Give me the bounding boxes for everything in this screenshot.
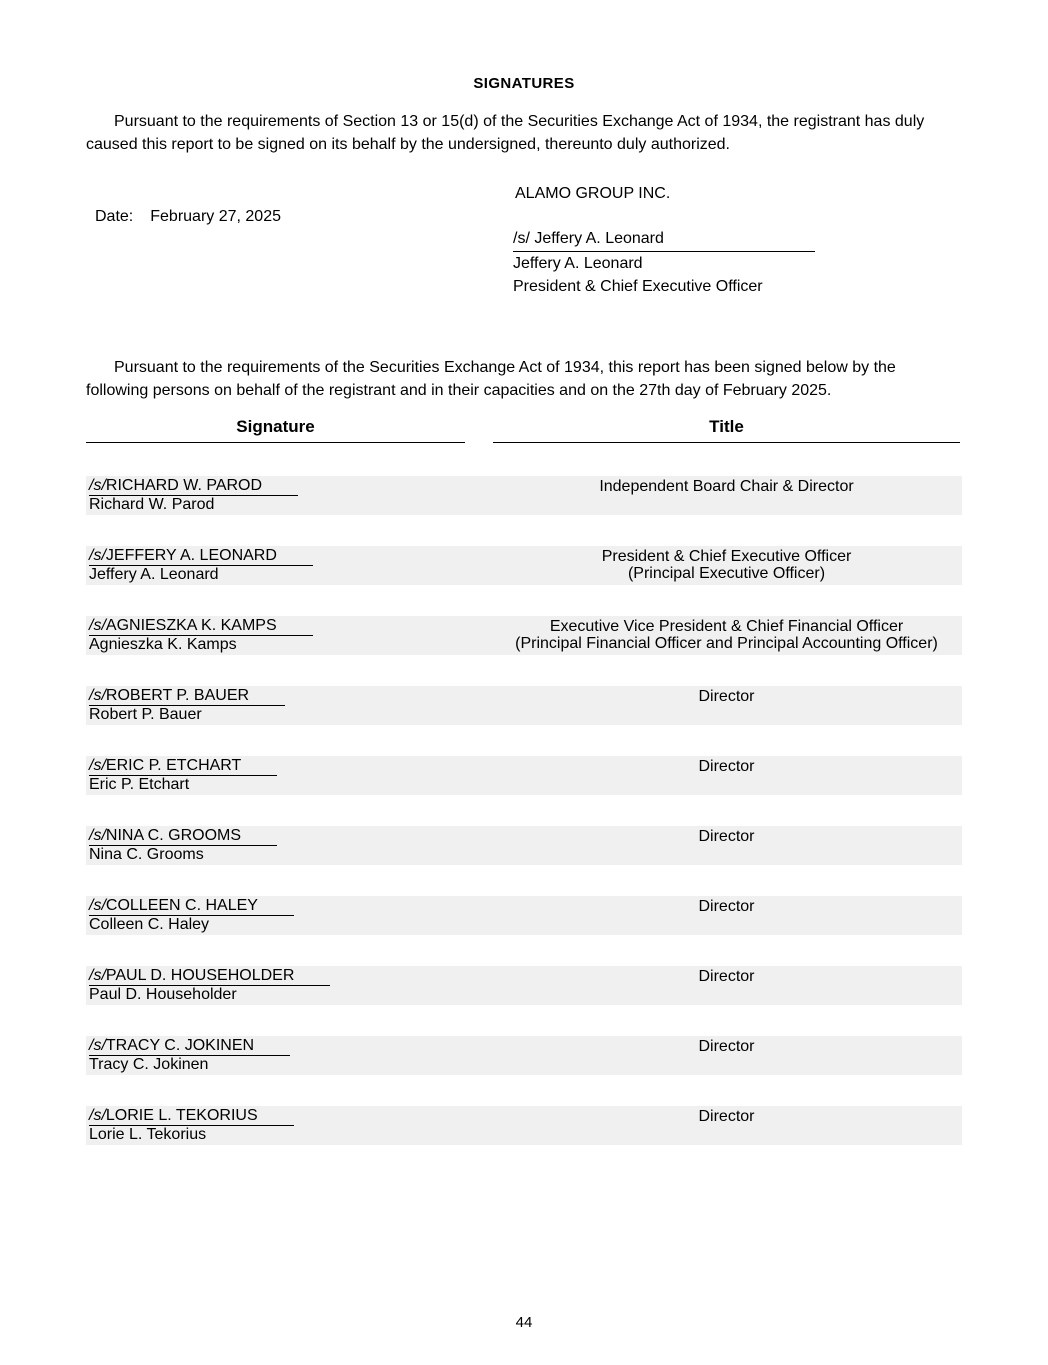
table-row	[86, 826, 962, 865]
intro-paragraph: Pursuant to the requirements of Section 13 or 15(d) of the Securities Exchange Act of 1934, the registrant has duly caused this report to be signed on its behalf by the undersigned, thereunto duly authorized.	[86, 113, 925, 153]
column-gap	[465, 1037, 493, 1074]
signature-cell	[86, 477, 465, 514]
title-line-1: Director	[698, 1108, 755, 1125]
printed-name: Paul D. Householder	[89, 986, 237, 1003]
signature-cell	[86, 547, 465, 584]
column-gap	[465, 1107, 493, 1144]
title-cell	[493, 1107, 960, 1144]
signature-cell	[86, 687, 465, 724]
title-line-2: (Principal Financial Officer and Principal Accounting Officer)	[515, 635, 938, 652]
signature-cell	[86, 1037, 465, 1074]
printed-name: Tracy C. Jokinen	[89, 1056, 209, 1073]
signature-text: AGNIESZKA K. KAMPS	[105, 617, 277, 634]
signature-line	[89, 897, 294, 916]
signature-line	[89, 1037, 290, 1056]
s-prefix: /s/	[89, 547, 106, 564]
ceo-printed-name: Jeffery A. Leonard	[513, 255, 643, 272]
table-row	[86, 616, 962, 655]
table-row	[86, 756, 962, 795]
title-line-1: Executive Vice President & Chief Financial Officer	[549, 618, 904, 635]
signature-line	[89, 1107, 294, 1126]
signature-line	[89, 757, 277, 776]
printed-name: Colleen C. Haley	[89, 916, 210, 933]
column-gap	[465, 477, 493, 514]
title-line-1: Director	[698, 898, 755, 915]
printed-name: Jeffery A. Leonard	[89, 566, 219, 583]
title-cell	[493, 1037, 960, 1074]
signature-text: LORIE L. TEKORIUS	[105, 1107, 258, 1124]
s-prefix: /s/	[89, 967, 106, 984]
signature-line	[89, 547, 313, 566]
signature-cell	[86, 967, 465, 1004]
table-row	[86, 966, 962, 1005]
s-prefix: /s/	[89, 757, 106, 774]
signature-text: COLLEEN C. HALEY	[105, 897, 258, 914]
page-number: 44	[515, 1314, 533, 1331]
title-column-header: Title	[493, 417, 960, 443]
capacities-paragraph: Pursuant to the requirements of the Securities Exchange Act of 1934, this report has been signed below by the following persons on behalf of the registrant and in their capacities and on the 27th day of February 2025.	[86, 359, 896, 399]
column-gap	[465, 827, 493, 864]
page-title: SIGNATURES	[473, 75, 575, 92]
column-gap	[465, 757, 493, 794]
s-prefix: /s/	[89, 827, 106, 844]
signature-text: TRACY C. JOKINEN	[105, 1037, 255, 1054]
s-prefix: /s/	[89, 1107, 106, 1124]
ceo-signature: /s/ Jeffery A. Leonard	[513, 228, 815, 252]
title-line-1: President & Chief Executive Officer	[601, 548, 852, 565]
table-row	[86, 686, 962, 725]
title-line-1: Director	[698, 758, 755, 775]
column-gap	[465, 617, 493, 654]
title-cell	[493, 827, 960, 864]
column-gap	[465, 547, 493, 584]
title-line-1: Director	[698, 688, 755, 705]
signature-text: RICHARD W. PAROD	[105, 477, 263, 494]
signature-cell	[86, 827, 465, 864]
table-header	[86, 417, 962, 443]
title-cell	[493, 967, 960, 1004]
signature-cell	[86, 617, 465, 654]
signature-column-header: Signature	[86, 417, 465, 443]
title-cell	[493, 547, 960, 584]
ceo-signature-block	[513, 228, 962, 298]
signature-line	[89, 967, 330, 986]
title-line-1: Director	[698, 1038, 755, 1055]
column-gap	[465, 417, 493, 443]
title-line-2: (Principal Executive Officer)	[627, 565, 826, 582]
printed-name: Richard W. Parod	[89, 496, 215, 513]
date-line	[95, 205, 962, 228]
signature-line	[89, 827, 277, 846]
s-prefix: /s/	[89, 687, 106, 704]
printed-name: Eric P. Etchart	[89, 776, 190, 793]
s-prefix: /s/	[89, 617, 106, 634]
table-row	[86, 476, 962, 515]
title-cell	[493, 617, 960, 654]
title-cell	[493, 757, 960, 794]
signature-cell	[86, 897, 465, 934]
column-gap	[465, 897, 493, 934]
printed-name: Agnieszka K. Kamps	[89, 636, 237, 653]
printed-name: Lorie L. Tekorius	[89, 1126, 207, 1143]
signature-text: JEFFERY A. LEONARD	[105, 547, 277, 564]
s-prefix: /s/	[89, 1037, 106, 1054]
column-gap	[465, 687, 493, 724]
signature-text: ERIC P. ETCHART	[105, 757, 242, 774]
signature-text: ROBERT P. BAUER	[105, 687, 250, 704]
date-value: February 27, 2025	[150, 208, 281, 225]
table-row	[86, 546, 962, 585]
ceo-title: President & Chief Executive Officer	[513, 278, 763, 295]
title-cell	[493, 477, 960, 514]
table-row	[86, 1036, 962, 1075]
signature-cell	[86, 1107, 465, 1144]
table-row	[86, 1106, 962, 1145]
s-prefix: /s/	[89, 897, 106, 914]
title-line-1: Director	[698, 828, 755, 845]
title-line-1: Independent Board Chair & Director	[599, 478, 854, 495]
table-row	[86, 896, 962, 935]
printed-name: Robert P. Bauer	[89, 706, 202, 723]
date-label: Date:	[95, 208, 134, 225]
printed-name: Nina C. Grooms	[89, 846, 204, 863]
title-cell	[493, 687, 960, 724]
signature-line	[89, 617, 313, 636]
column-gap	[465, 967, 493, 1004]
s-prefix: /s/	[89, 477, 106, 494]
signature-cell	[86, 757, 465, 794]
signature-text: PAUL D. HOUSEHOLDER	[105, 967, 295, 984]
signature-line	[89, 477, 298, 496]
title-cell	[493, 897, 960, 934]
signature-line	[89, 687, 285, 706]
company-name: ALAMO GROUP INC.	[515, 185, 671, 202]
title-line-1: Director	[698, 968, 755, 985]
signature-text: NINA C. GROOMS	[105, 827, 242, 844]
